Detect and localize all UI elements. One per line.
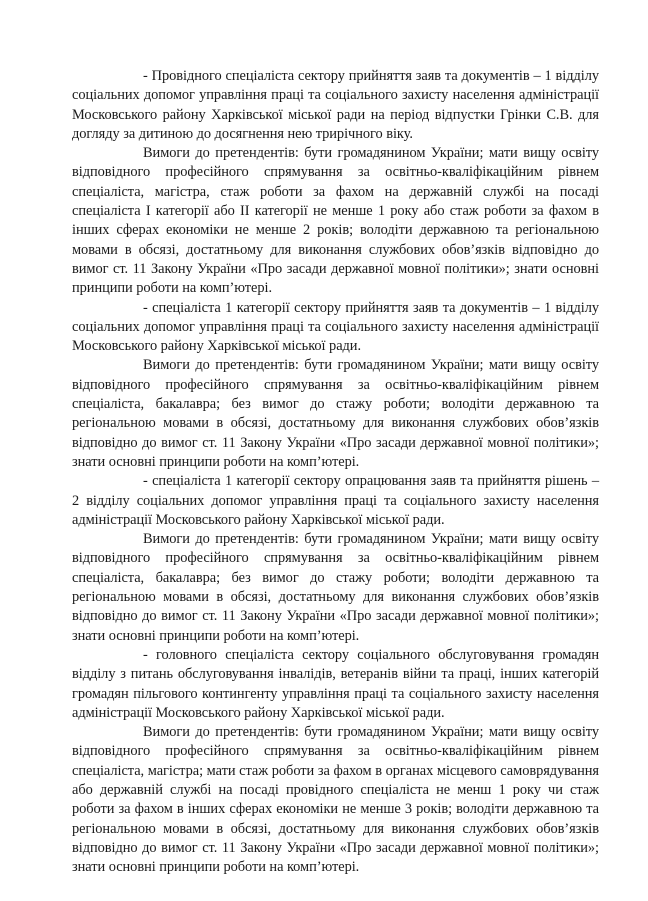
document-body <box>72 67 599 877</box>
paragraph-position-chief-specialist: - головного спеціаліста сектору соціального обслуговування громадян відділу з питань обслуговування інвалідів, ветеранів війни та праці, інших категорій громадян пільгового контингенту управління праці та соціального захисту населення адміністрації Московського району Харківської міської ради. <box>72 646 599 721</box>
paragraph-requirements-2: Вимоги до претендентів: бути громадянином України; мати вищу освіту відповідного професійного спрямування за освітньо-кваліфікаційним рівнем спеціаліста, бакалавра; без вимог до стажу роботи; володіти державною та регіональною мовами в обсязі, достатньому для виконання службових обов’язків відповідно до вимог ст. 11 Закону України «Про засади державної мовної політики»; знати основні принципи роботи на комп’ютері. <box>72 357 599 470</box>
paragraph-requirements-3: Вимоги до претендентів: бути громадянином України; мати вищу освіту відповідного професійного спрямування за освітньо-кваліфікаційним рівнем спеціаліста, бакалавра; без вимог до стажу роботи; володіти державною та регіональною мовами в обсязі, достатньому для виконання службових обов’язків відповідно до вимог ст. 11 Закону України «Про засади державної мовної політики»; знати основні принципи роботи на комп’ютері. <box>72 531 599 644</box>
paragraph-requirements-1: Вимоги до претендентів: бути громадянином України; мати вищу освіту відповідного професійного спрямування за освітньо-кваліфікаційним рівнем спеціаліста, магістра, стаж роботи за фахом на державній службі на посаді спеціаліста I категорії або II категорії не менше 1 року або стаж роботи за фахом в інших сферах економіки не менше 2 років; володіти державною та регіональною мовами в обсязі, достатньому для виконання службових обов’язків відповідно до вимог ст. 11 Закону України «Про засади державної мовної політики»; знати основні принципи роботи на комп’ютері. <box>72 145 599 297</box>
paragraph-requirements-4: Вимоги до претендентів: бути громадянином України; мати вищу освіту відповідного професійного спрямування за освітньо-кваліфікаційним рівнем спеціаліста, магістра; мати стаж роботи за фахом в органах місцевого самоврядування або державній службі на посаді провідного спеціаліста не менш 1 року чи стаж роботи за фахом в інших сферах економіки не менше 3 років; володіти державною та регіональною мовами в обсязі, достатньому для виконання службових обов’язків відповідно до вимог ст. 11 Закону України «Про засади державної мовної політики»; знати основні принципи роботи на комп’ютері. <box>72 724 599 876</box>
paragraph-position-leading-specialist: - Провідного спеціаліста сектору прийняття заяв та документів – 1 відділу соціальних допомог управління праці та соціального захисту населення адміністрації Московського району Харківської міської ради на період відпустки Грінки С.В. для догляду за дитиною до досягнення нею трирічного віку. <box>72 68 599 142</box>
paragraph-position-specialist-1-category-intake: - спеціаліста 1 категорії сектору прийняття заяв та документів – 1 відділу соціальних допомог управління праці та соціального захисту населення адміністрації Московського району Харківської міської ради. <box>72 299 599 355</box>
paragraph-position-specialist-1-category-processing: - спеціаліста 1 категорії сектору опрацювання заяв та прийняття рішень – 2 відділу соціальних допомог управління праці та соціального захисту населення адміністрації Московського району Харківської міської ради. <box>72 473 599 528</box>
